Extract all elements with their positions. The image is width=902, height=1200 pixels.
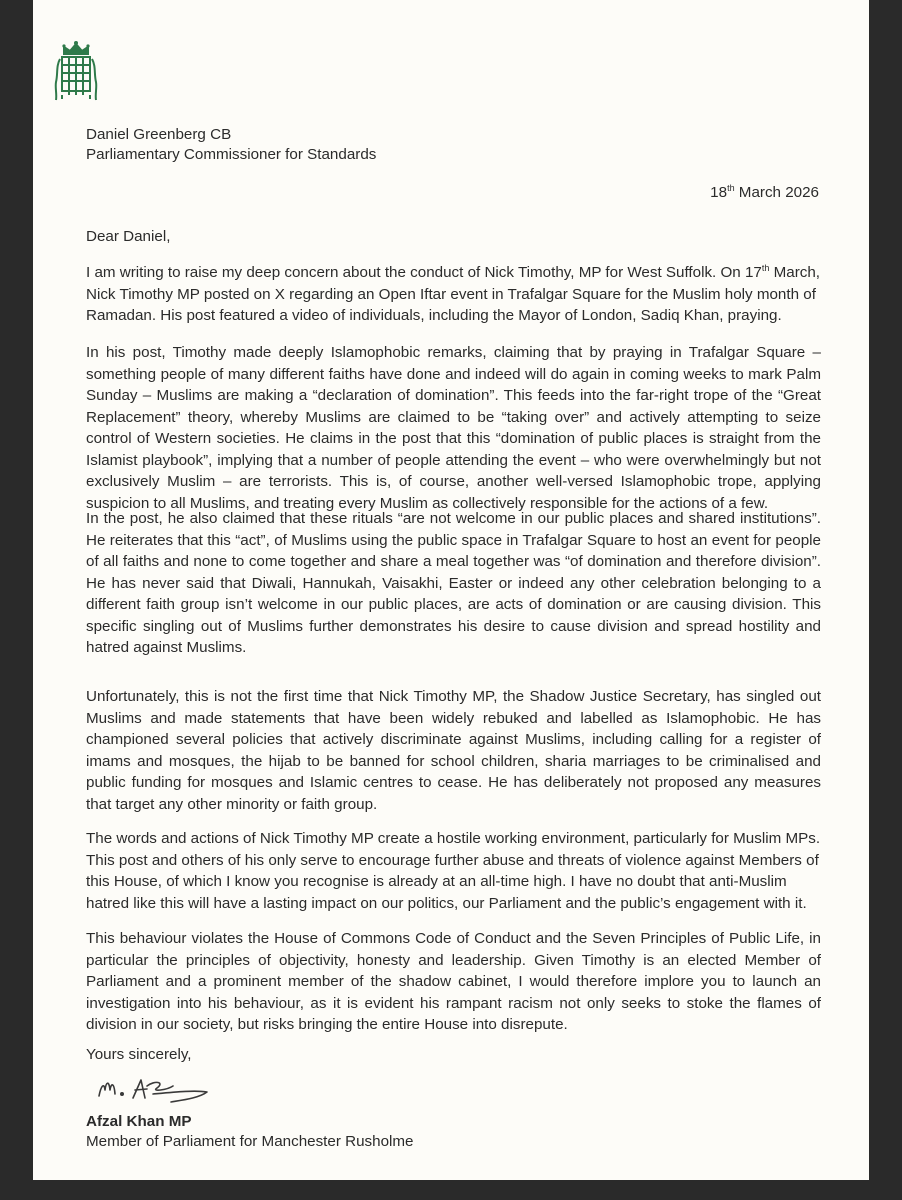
salutation: Dear Daniel, [86,228,171,245]
addressee-block [86,125,821,164]
date-day: 18 [710,184,728,201]
paragraph-5: The words and actions of Nick Timothy MP create a hostile working environment, particularly for Muslim MPs. This post and others of his only serve to encourage further abuse and threats of violence against Members of this House, of which I know you recognise is already at an all-time high. I have no doubt that anti-Muslim hatred like this will have a lasting impact on our politics, our Parliament and the public’s engagement with it. [86,830,821,912]
letter-date [710,183,819,203]
paragraph-1 [86,262,821,327]
addressee-name: Daniel Greenberg CB [86,126,232,143]
portcullis-crest-icon [54,40,98,104]
letter-page [33,0,869,1180]
date-suffix: th [727,183,735,193]
paragraph-3: In the post, he also claimed that these rituals “are not welcome in our public places and shared institutions”. He reiterates that this “act”, of Muslims using the public space in Trafalgar Square to host an event for people of all faiths and none to come together and share a meal together was “of domination and therefore division”. He has never said that Diwali, Hannukah, Vaisakhi, Easter or indeed any other celebration belonging to a different faith group isn’t welcome in our public places, are acts of domination or are causing division. This specific singling out of Muslims further demonstrates his desire to cause division and spread hostility and hatred against Muslims. [86,510,821,656]
closing: Yours sincerely, [86,1046,192,1063]
signer-block [86,1112,414,1151]
paragraph-1-sup: th [761,263,770,273]
signer-title: Member of Parliament for Manchester Rusholme [86,1132,414,1150]
paragraph-1-text-a: I am writing to raise my deep concern about the conduct of Nick Timothy, MP for West Suffolk. On 17 [86,264,762,281]
signer-name: Afzal Khan MP [86,1113,192,1130]
handwritten-signature [95,1068,225,1108]
paragraph-4: Unfortunately, this is not the first time that Nick Timothy MP, the Shadow Justice Secretary, has singled out Muslims and made statements that have been widely rebuked and labelled as Islamophobic. He has championed several policies that actively discriminate against Muslims, including calling for a register of imams and mosques, the hijab to be banned for school children, sharia marriages to be criminalised and public funding for mosques and Islamic centres to cease. He has deliberately not proposed any measures that target any other minority or faith group. [86,688,821,813]
addressee-title: Parliamentary Commissioner for Standards [86,145,377,163]
date-month-year: March 2026 [734,184,819,201]
paragraph-6: This behaviour violates the House of Commons Code of Conduct and the Seven Principles of Public Life, in particular the principles of objectivity, honesty and leadership. Given Timothy is an elected Member of Parliament and a prominent member of the shadow cabinet, I would therefore implore you to launch an investigation into his behaviour, as it is evident his rampant racism not only seeks to stoke the flames of division in our society, but risks bringing the entire House into disrepute. [86,930,821,1033]
paragraph-2: In his post, Timothy made deeply Islamophobic remarks, claiming that by praying in Trafalgar Square – something people of many different faiths have done and indeed will do again in coming weeks to mark Palm Sunday – Muslims are making a “declaration of domination”. This feeds into the far-right trope of the “Great Replacement” theory, whereby Muslims are claimed to be “taking over” and actively attempting to seize control of Western societies. He claims in the post that this “domination of public places is straight from the Islamist playbook”, implying that a number of people attending the event – who were overwhelmingly but not exclusively Muslim – are terrorists. This is, of course, another well-versed Islamophobic trope, applying suspicion to all Muslims, and treating every Muslim as collectively responsible for the actions of a few. [86,344,821,512]
paragraph-1-text-b: March, Nick Timothy MP posted on X regarding an Open Iftar event in Trafalgar Square for the Muslim holy month of Ramadan. His post featured a video of individuals, including the Mayor of London, Sadiq Khan, praying. [86,264,821,324]
